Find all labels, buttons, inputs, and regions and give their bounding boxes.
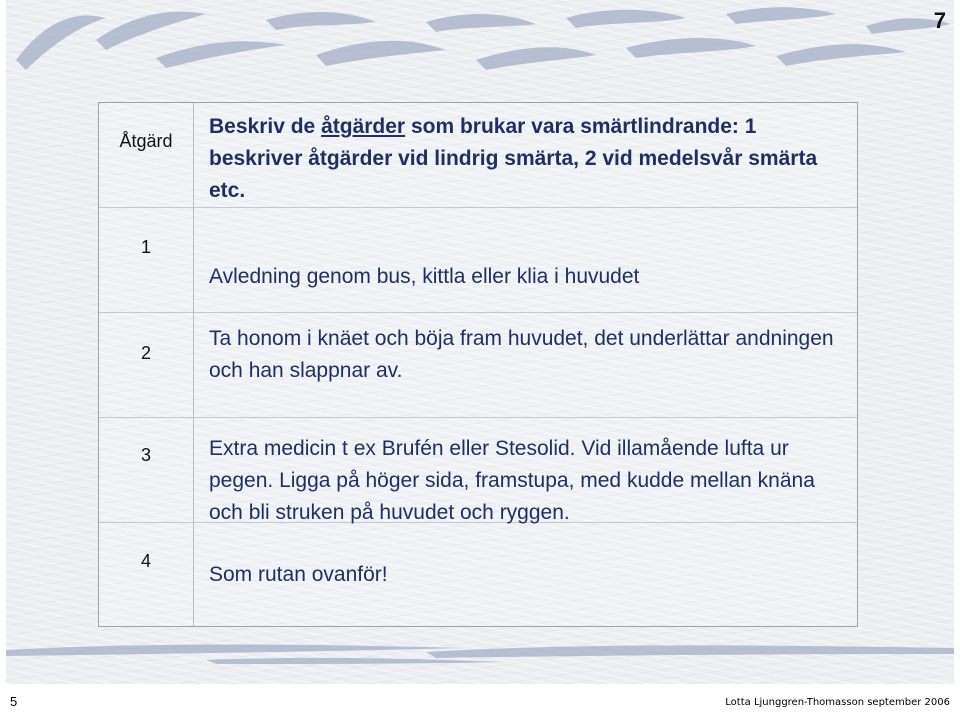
row-divider — [99, 312, 857, 313]
row-divider — [99, 207, 857, 208]
header-text-underlined: åtgärder — [321, 115, 406, 138]
row-number: 4 — [140, 551, 151, 571]
row-number: 3 — [140, 445, 151, 465]
header-text-before: Beskriv de — [209, 115, 322, 138]
row-number: 2 — [140, 343, 151, 363]
row-text: Ta honom i knäet och böja fram huvudet, det underlättar andningen och han slappnar av. — [209, 327, 834, 382]
row-number: 1 — [140, 237, 151, 257]
row-text: Avledning genom bus, kittla eller klia i huvudet — [209, 265, 640, 288]
row-text: Extra medicin t ex Brufén eller Stesolid. Vid illamående lufta ur pegen. Ligga på höger sida, framstupa, med kudde mellan knäna och bli struken på huvudet och ryggen. — [209, 437, 815, 524]
decorative-strokes-top — [6, 0, 954, 80]
footer-author: Lotta Ljunggren-Thomasson september 2006 — [725, 697, 950, 708]
slide-number: 7 — [933, 8, 946, 33]
row-divider — [99, 417, 857, 418]
footer-page-number: 5 — [10, 694, 18, 709]
header-label: Åtgärd — [119, 131, 173, 151]
decorative-strokes-bottom — [6, 636, 954, 676]
slide — [6, 0, 954, 684]
header-instruction — [209, 111, 839, 207]
measures-table — [98, 102, 858, 627]
row-text: Som rutan ovanför! — [209, 563, 388, 586]
column-divider — [193, 103, 194, 626]
header-text-after: som brukar vara smärtlindrande: 1 beskriver åtgärder vid lindrig smärta, 2 vid medelsvår smärta etc. — [209, 115, 818, 202]
